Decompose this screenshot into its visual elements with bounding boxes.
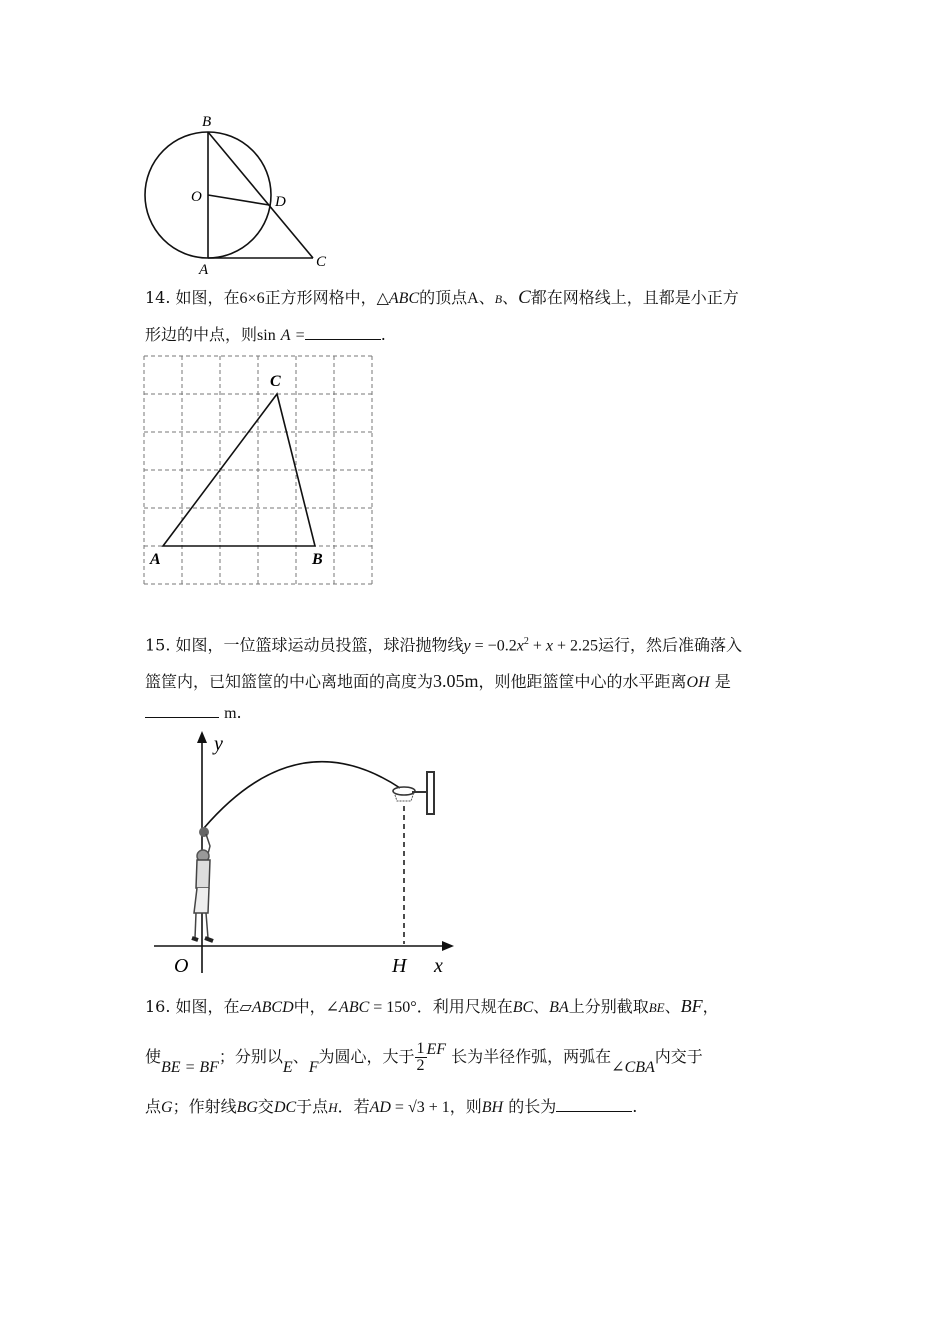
x-axis-arrow <box>442 941 454 951</box>
q13-circle-figure <box>135 108 345 278</box>
label-x: x <box>434 955 443 977</box>
question-15-line3: m. <box>145 703 815 724</box>
q15-basketball-figure <box>150 728 460 983</box>
basketball-hoop <box>393 772 434 814</box>
question-16: 16. 如图，在▱ABCD中，∠ABC = 150°．利用尺规在BC、BA上分别截取BE、BF， <box>145 996 719 1016</box>
label-c: C <box>316 254 327 270</box>
line-od <box>208 195 269 205</box>
dashed-grid <box>144 356 372 584</box>
label-a: A <box>150 551 161 568</box>
y-axis-arrow <box>197 731 207 743</box>
question-15: 15. 如图，一位篮球运动员投篮，球沿抛物线$y = -0.2x^2 + x + 2.25$运行，然后准确落入 <box>145 635 742 655</box>
q15-number: 15. <box>145 635 176 655</box>
parabola-trajectory <box>204 762 400 828</box>
label-o: O <box>191 189 202 205</box>
label-b: B <box>312 551 323 568</box>
q14-number: 14. <box>145 288 176 307</box>
question-16-line2: 使BE = BF；分别以E、F为圆心，大于 $\frac{1}{2}$ EF 长为半径作弧，两弧在∠CBA内交于 <box>145 1040 703 1076</box>
q16-answer-blank[interactable] <box>556 1097 632 1112</box>
label-c: C <box>270 373 281 390</box>
label-b: B <box>202 114 212 130</box>
label-h: H <box>392 955 407 977</box>
line-bc <box>208 132 313 258</box>
label-d: D <box>275 194 286 210</box>
fraction-one-half: $\frac{1}{2}$ <box>416 1040 425 1074</box>
label-y: y <box>214 733 223 755</box>
q14-answer-blank[interactable] <box>305 325 381 340</box>
question-15-line2: 篮筐内，已知篮筐的中心离地面的高度为3.05m，则他距篮筐中心的水平距离OH 是 <box>145 671 731 691</box>
question-14-line2: 形边的中点，则sin A = . <box>145 325 386 344</box>
question-16-line3: 点G；作射线BG交DC于点H．若AD = √3 + 1，则BH 的长为 . <box>145 1097 638 1116</box>
q16-number: 16. <box>145 997 176 1016</box>
q15-answer-blank[interactable] <box>145 703 219 718</box>
question-14: 14. 如图，在6×6正方形网格中，△ABC的顶点A、B、C都在网格线上，且都是小正方 <box>145 287 739 308</box>
label-a: A <box>199 262 209 278</box>
q14-grid-figure <box>138 350 378 590</box>
label-o: O <box>174 955 189 977</box>
